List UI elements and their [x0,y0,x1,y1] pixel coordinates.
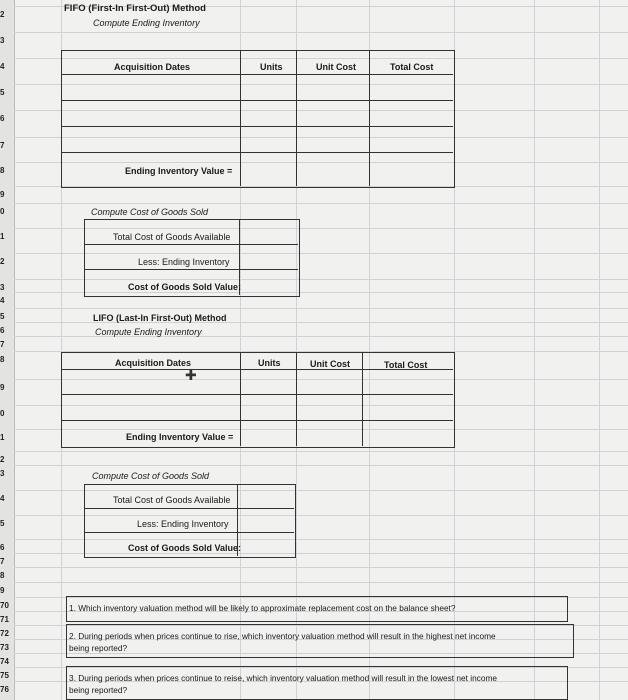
lifo-cogs-value: Cost of Goods Sold Value: [128,543,242,553]
lifo-header-total-cost: Total Cost [384,360,428,370]
row-number[interactable]: 0 [0,409,5,418]
row-number[interactable]: 6 [0,326,5,335]
row-number[interactable]: 4 [0,296,5,305]
fifo-header-acquisition-dates: Acquisition Dates [114,62,191,72]
grid-col-line [599,0,600,700]
row-number[interactable]: 5 [0,312,5,321]
lifo-title: LIFO (Last-In First-Out) Method [93,313,227,323]
row-number[interactable]: 3 [0,36,5,45]
fifo-cogs-total-available: Total Cost of Goods Available [113,232,231,242]
row-number[interactable]: 2 [0,455,5,464]
row-header-column [0,0,15,700]
grid-row-line [14,582,628,583]
row-number[interactable]: 7 [0,557,5,566]
row-number[interactable]: 3 [0,469,5,478]
row-number[interactable]: 8 [0,571,5,580]
row-number[interactable]: 8 [0,166,5,175]
fifo-cogs-value: Cost of Goods Sold Value: [128,282,242,292]
row-number[interactable]: 76 [0,685,9,694]
grid-row-line [14,308,628,309]
question-2-line-2: being reported? [69,643,128,653]
row-number[interactable]: 1 [0,433,5,442]
row-number[interactable]: 2 [0,257,5,266]
row-number[interactable]: 4 [0,62,5,71]
row-number[interactable]: 5 [0,519,5,528]
row-number[interactable]: 9 [0,190,5,199]
grid-row-line [14,451,628,452]
lifo-header-acquisition-dates: Acquisition Dates [115,358,192,368]
row-number[interactable]: 71 [0,615,9,624]
row-number[interactable]: 6 [0,114,5,123]
question-3-line-1: 3. During periods when prices continue to reise, which inventory valuation method will result in the lowest net income [69,673,497,683]
row-number[interactable]: 5 [0,88,5,97]
fifo-header-units: Units [260,62,283,72]
row-number[interactable]: 7 [0,141,5,150]
row-number[interactable]: 7 [0,340,5,349]
row-number[interactable]: 9 [0,586,5,595]
lifo-header-units: Units [258,358,281,368]
spreadsheet-grid[interactable] [14,0,628,700]
lifo-subtitle: Compute Ending Inventory [95,327,202,337]
lifo-cogs-title: Compute Cost of Goods Sold [92,471,210,481]
lifo-header-unit-cost: Unit Cost [310,359,350,369]
grid-col-line [534,0,535,700]
fifo-subtitle: Compute Ending Inventory [93,18,200,28]
fifo-cogs-title: Compute Cost of Goods Sold [91,207,209,217]
lifo-cogs-less-ending: Less: Ending Inventory [137,519,229,529]
row-number[interactable]: 1 [0,232,5,241]
row-number[interactable]: 3 [0,283,5,292]
lifo-cogs-total-available: Total Cost of Goods Available [113,495,231,505]
row-number[interactable]: 75 [0,671,9,680]
cell-cursor-icon: ✚ [185,367,197,383]
grid-row-line [14,465,628,466]
fifo-ending-inventory-label: Ending Inventory Value = [125,166,233,176]
row-number[interactable]: 73 [0,643,9,652]
fifo-header-total-cost: Total Cost [390,62,434,72]
fifo-header-unit-cost: Unit Cost [316,62,356,72]
row-number[interactable]: 2 [0,10,5,19]
grid-row-line [14,567,628,568]
fifo-title: FIFO (First-In First-Out) Method [64,3,206,14]
row-number[interactable]: 4 [0,494,5,503]
question-2-line-1: 2. During periods when prices continue to rise, which inventory valuation method will result in the highest net income [69,631,496,641]
grid-row-line [14,32,628,33]
question-3-cell[interactable] [66,666,568,700]
fifo-cogs-less-ending: Less: Ending Inventory [138,257,230,267]
row-number[interactable]: 72 [0,629,9,638]
row-number[interactable]: 6 [0,543,5,552]
row-number[interactable]: 74 [0,657,9,666]
question-1-text: 1. Which inventory valuation method will be likely to approximate replacement cost on the balance sheet? [69,603,456,613]
grid-row-line [14,203,628,204]
lifo-ending-inventory-label: Ending Inventory Value = [126,432,234,442]
row-number[interactable]: 70 [0,601,9,610]
question-2-cell[interactable] [66,624,574,658]
row-number[interactable]: 8 [0,355,5,364]
row-number[interactable]: 9 [0,383,5,392]
row-number[interactable]: 0 [0,207,5,216]
question-3-line-2: being reported? [69,685,128,695]
